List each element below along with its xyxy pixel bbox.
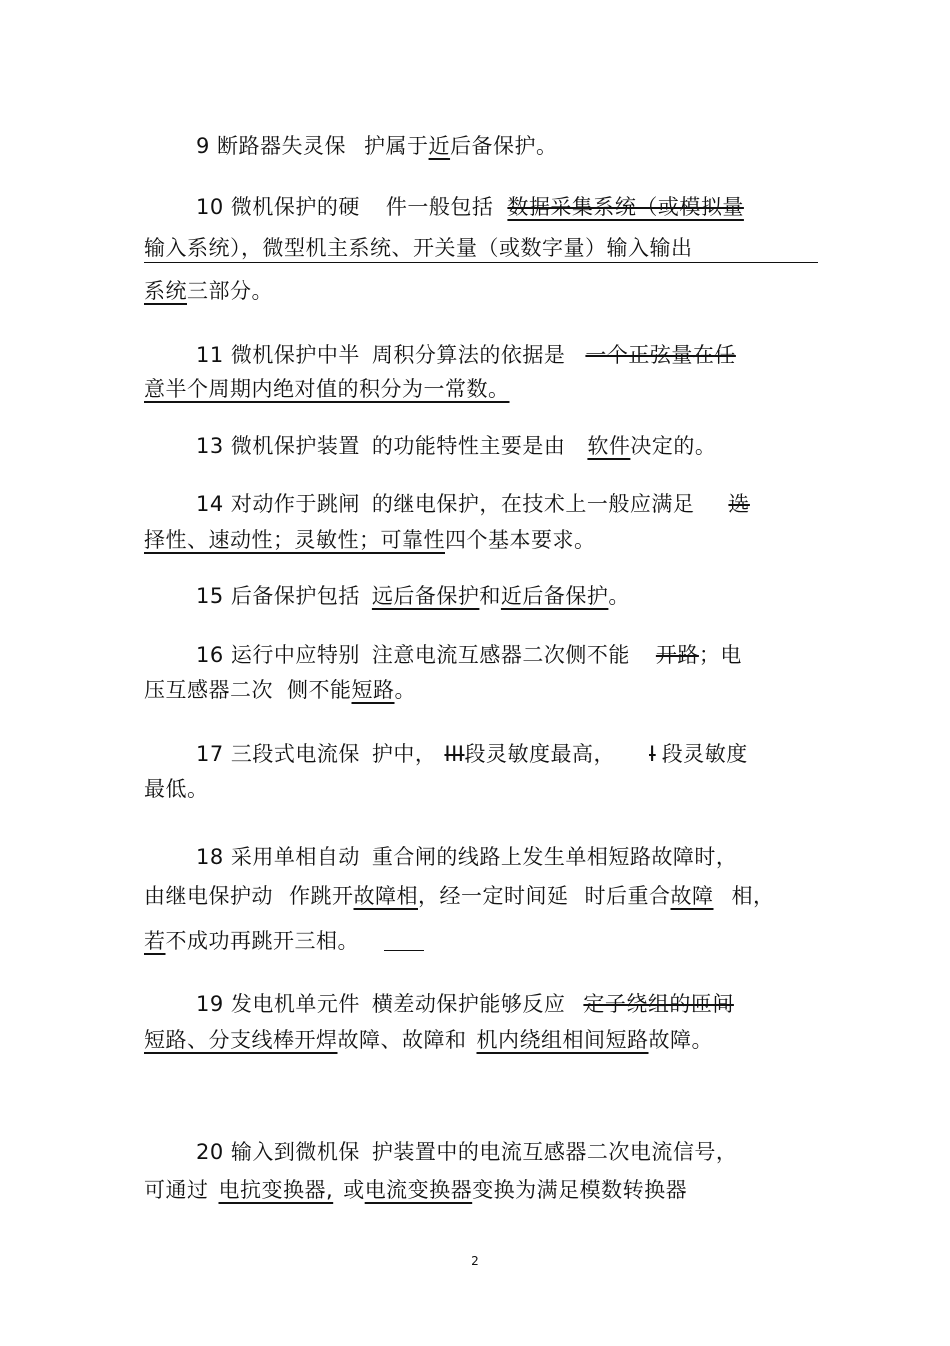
q20-text-b: 护装置中的电流互感器二次电流信号， [371, 1140, 738, 1164]
q18-text-i: 相， [731, 884, 775, 908]
q15-text-c: 和 [479, 584, 501, 608]
q18-text-f: ，经一定时间延 [418, 884, 569, 908]
q16-answer-2: 短路 [351, 678, 395, 702]
q10-text-f: 三部分。 [187, 279, 273, 303]
q15-line1 [196, 581, 630, 611]
q18-line3 [144, 926, 359, 956]
q15-answer-1: 远后备保护 [371, 584, 480, 608]
q17-text-g: 最低。 [144, 777, 209, 801]
q14-text-b: 的继电保护，在技术上一般应满足 [371, 492, 695, 516]
q9-text-b: 护属于 [364, 134, 429, 158]
q16-text-a: 16 运行中应特别 [196, 643, 360, 667]
q17-text-d: 段灵敏度最高， [464, 742, 615, 766]
q20-text-a: 20 输入到微机保 [196, 1140, 360, 1164]
q18-text-b: 重合闸的线路上发生单相短路故障时， [371, 845, 738, 869]
q18-line1 [196, 842, 737, 872]
q19-answer-part2: 短路、分支线棒开焊 [144, 1028, 338, 1052]
q11-line2 [144, 374, 510, 404]
q10-underline-rule [144, 262, 818, 263]
q18-text-k: 不成功再跳开三相。 [165, 929, 359, 953]
q14-line2 [144, 525, 596, 555]
q18-answer-1: 故障相 [353, 884, 418, 908]
q13-text-b: 的功能特性主要是由 [371, 434, 566, 458]
q11-answer-part2: 意半个周期内绝对值的积分为一常数。 [144, 377, 510, 401]
q16-answer-1: 开路 [655, 643, 699, 667]
q10-line3 [144, 276, 273, 306]
q19-line2 [144, 1025, 713, 1055]
q10-answer-part1: 数据采集系统（或模拟量 [507, 195, 744, 219]
q10-text-b: 件一般包括 [385, 195, 494, 219]
q19-line1 [196, 989, 734, 1019]
q19-text-e: 故障、故障和 [337, 1028, 467, 1052]
q14-text-a: 14 对动作于跳闸 [196, 492, 360, 516]
q15-text-a: 15 后备保护包括 [196, 584, 360, 608]
q14-text-e: 四个基本要求。 [445, 528, 596, 552]
q17-text-a: 17 三段式电流保 [196, 742, 360, 766]
q15-answer-2: 近后备保护 [500, 584, 609, 608]
q18-text-a: 18 采用单相自动 [196, 845, 360, 869]
q14-line1 [196, 489, 750, 519]
q18-text-g: 时后重合 [584, 884, 671, 908]
q13-text-a: 13 微机保护装置 [196, 434, 360, 458]
q13-line1 [196, 431, 716, 461]
q18-text-c: 由继电保护动 [144, 884, 273, 908]
q20-answer-1: 电抗变换器, [218, 1178, 334, 1202]
q19-answer-part1: 定子绕组的匝间 [583, 992, 734, 1016]
q10-line1 [196, 192, 744, 222]
q11-line1 [196, 340, 736, 370]
q13-answer: 软件 [587, 434, 631, 458]
q20-answer-2: 电流变换器 [364, 1178, 473, 1202]
q17-line1 [196, 739, 748, 769]
page-number: 2 [471, 1254, 479, 1268]
q17-answer-1: III [444, 742, 465, 766]
q10-answer-part3: 系统 [144, 279, 187, 303]
q19-text-b: 横差动保护能够反应 [371, 992, 566, 1016]
q17-text-f: 段灵敏度 [661, 742, 748, 766]
q16-text-h: 。 [394, 678, 416, 702]
q9-answer: 近 [428, 134, 451, 158]
q20-line2 [144, 1175, 687, 1205]
q9-line1 [196, 131, 558, 161]
q18-answer-2: 故障 [670, 884, 714, 908]
q16-line2 [144, 675, 416, 705]
q14-answer-part1: 选 [728, 492, 750, 516]
q18-answer-3: 若 [144, 929, 166, 953]
q10-answer-part2: 输入系统），微型机主系统、开关量（或数字量）输入输出 [144, 236, 693, 260]
q18-trailing-rule [384, 950, 424, 951]
q11-text-b: 周积分算法的依据是 [371, 343, 566, 367]
q11-text-a: 11 微机保护中半 [196, 343, 360, 367]
q15-text-e: 。 [608, 584, 630, 608]
q20-text-g: 变换为满足模数转换器 [472, 1178, 688, 1202]
q17-line2 [144, 774, 209, 804]
q10-text-a: 10 微机保护的硬 [196, 195, 360, 219]
q19-answer-2: 机内绕组相间短路 [476, 1028, 649, 1052]
q17-text-b: 护中， [371, 742, 437, 766]
q10-line2 [144, 233, 693, 263]
q18-line2 [144, 881, 775, 911]
q9-text-d: 后备保护。 [450, 134, 558, 158]
q13-text-d: 决定的。 [630, 434, 717, 458]
q20-text-e: 或 [343, 1178, 365, 1202]
q16-text-b: 注意电流互感器二次侧不能 [371, 643, 630, 667]
q16-text-e: 压互感器二次 [144, 678, 273, 702]
q20-line1 [196, 1137, 737, 1167]
q16-line1 [196, 640, 742, 670]
q20-text-c: 可通过 [144, 1178, 209, 1202]
q17-answer-2: I [649, 742, 656, 766]
q14-answer-part2: 择性、速动性；灵敏性；可靠性 [144, 528, 445, 552]
q19-text-g: 故障。 [648, 1028, 713, 1052]
q16-text-d: ；电 [698, 643, 742, 667]
q16-text-f: 侧不能 [287, 678, 352, 702]
q11-answer-part1: 一个正弦量在任 [585, 343, 736, 367]
q18-text-d: 作跳开 [289, 884, 354, 908]
q19-text-a: 19 发电机单元件 [196, 992, 360, 1016]
q9-text-a: 9 断路器失灵保 [196, 134, 347, 158]
